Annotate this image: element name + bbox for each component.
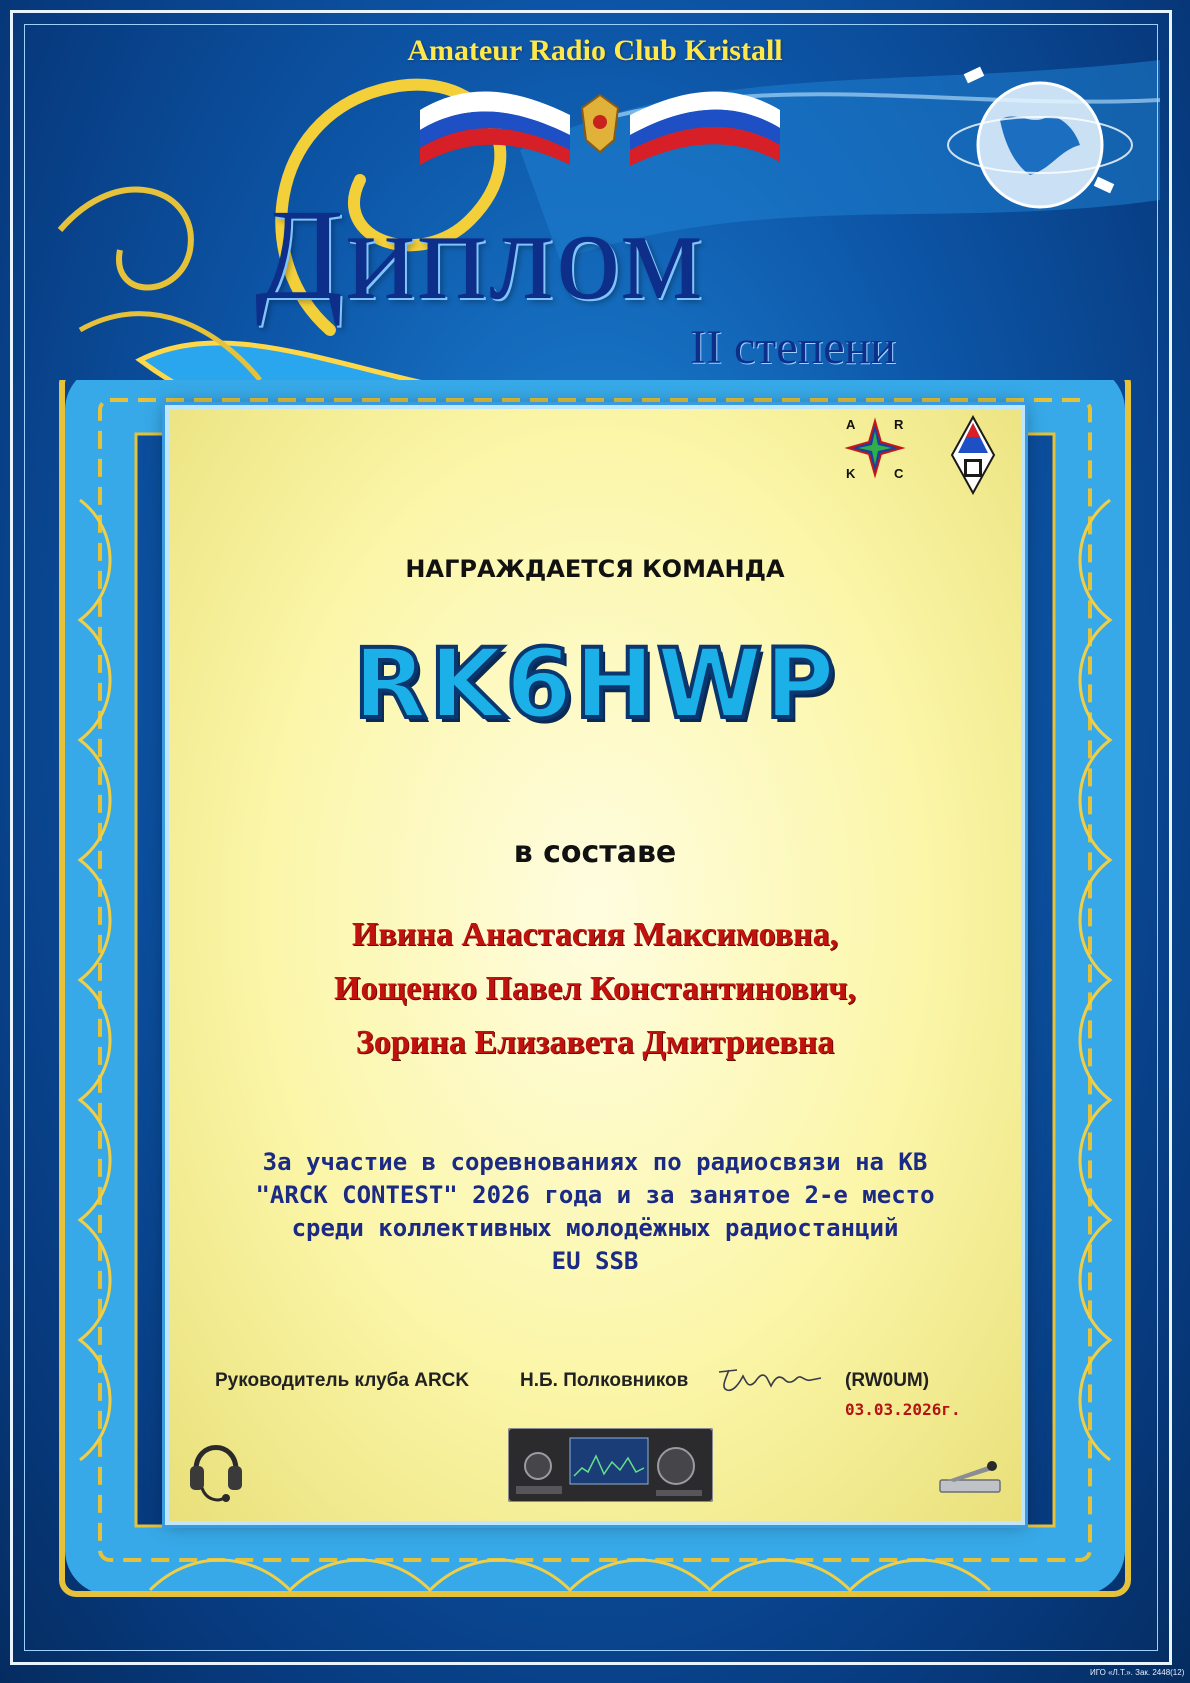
arck-letter-a: A: [846, 417, 856, 432]
arck-compass-logo: [842, 415, 908, 481]
reason-line: За участие в соревнованиях по радиосвязи на КВ: [262, 1148, 928, 1176]
team-members-list: [165, 908, 1025, 1070]
handwritten-signature: [715, 1362, 825, 1398]
team-member: Иощенко Павел Константинович,: [334, 970, 856, 1007]
awarded-label: НАГРАЖДАЕТСЯ КОМАНДА: [405, 555, 785, 583]
reason-line: "ARCK CONTEST" 2026 года и за занятое 2-е место: [255, 1181, 935, 1209]
reason-line: среди коллективных молодёжных радиостанций: [291, 1214, 899, 1242]
composition-label: в составе: [513, 835, 677, 870]
team-member: Зорина Елизавета Дмитриевна: [355, 1024, 835, 1061]
team-callsign: RK6HWP: [353, 628, 837, 740]
issue-date: 03.03.2026г.: [845, 1400, 961, 1419]
signature-line: [215, 1362, 995, 1402]
signatory-callsign: (RW0UM): [845, 1370, 930, 1391]
headset-icon: [188, 1430, 244, 1506]
arck-letter-k: K: [846, 466, 856, 481]
team-member: Ивина Анастасия Максимовна,: [351, 916, 839, 953]
reason-line: EU SSB: [551, 1247, 639, 1275]
srr-pennant-logo: [950, 415, 996, 495]
arck-letter-c: C: [894, 466, 904, 481]
print-note: ИГО «Л.Т.». Зак. 2448(12): [1090, 1668, 1185, 1677]
signatory-name: Н.Б. Полковников: [520, 1370, 689, 1391]
award-reason: [195, 1146, 995, 1278]
diploma-title: Диплом: [255, 183, 705, 327]
signatory-role: Руководитель клуба ARCK: [215, 1370, 470, 1391]
diploma-degree: II степени: [690, 321, 896, 374]
arck-letter-r: R: [894, 417, 904, 432]
club-name: Amateur Radio Club Kristall: [407, 34, 783, 67]
transceiver-icon: [508, 1428, 713, 1502]
morse-key-icon: [938, 1456, 1004, 1496]
